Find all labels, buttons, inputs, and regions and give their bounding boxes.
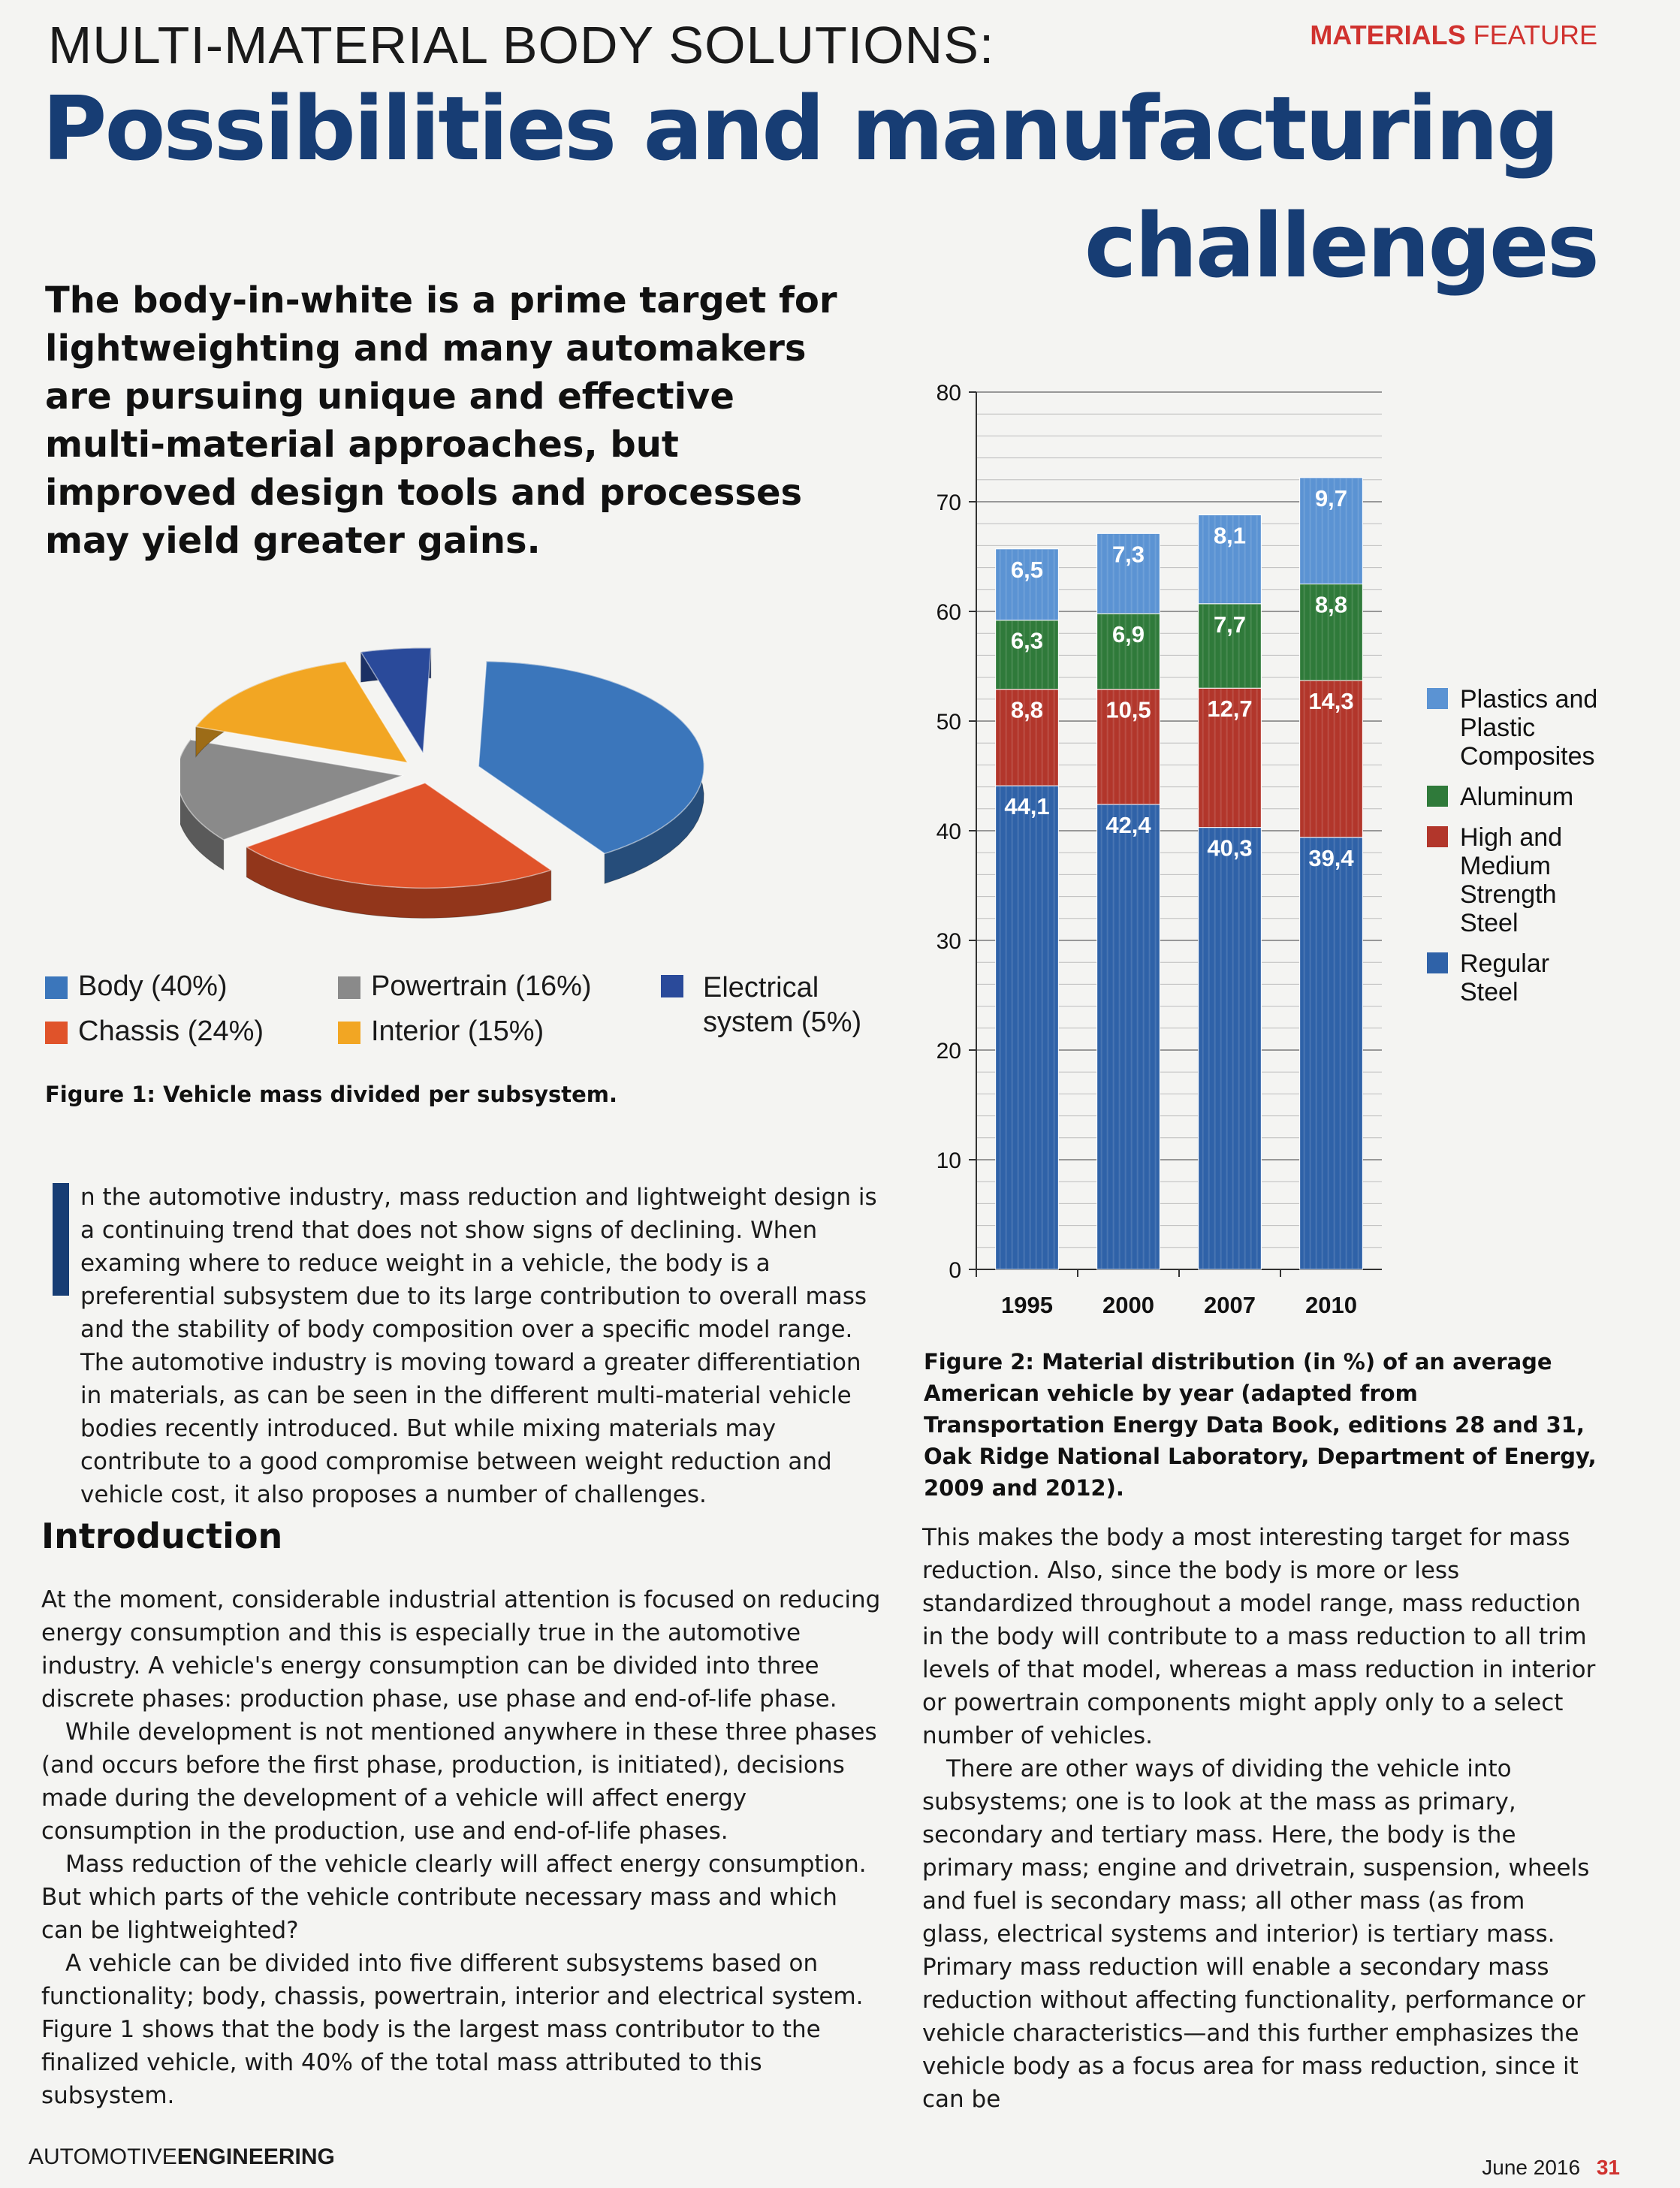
bar-data-label: 6,9 <box>1111 620 1145 647</box>
legend-swatch-aluminum <box>1427 786 1448 807</box>
introduction-body <box>41 1583 882 2112</box>
section-tag-light: FEATURE <box>1473 20 1597 50</box>
legend-swatch-electrical <box>661 975 683 997</box>
y-tick-label: 40 <box>936 819 961 844</box>
magazine-name <box>29 2144 335 2170</box>
y-tick-label: 60 <box>936 600 961 625</box>
y-tick-label: 70 <box>936 490 961 515</box>
y-tick-label: 50 <box>936 710 961 735</box>
right-column-body <box>922 1521 1598 2116</box>
pie-chart <box>180 646 706 931</box>
figure2-caption: Figure 2: Material distribution (in %) of an average American vehicle by year (adapted from Transportation Energy Data Book, editions 28 and 31, Oak Ridge National Laboratory, Department of Energy, 2009 and 2012). <box>924 1349 1597 1501</box>
legend-item-body: Body (40%) <box>45 970 228 1003</box>
legend-swatch-plastics <box>1427 688 1448 709</box>
bar-data-label: 44,1 <box>1004 793 1050 820</box>
bar-data-label: 6,5 <box>1010 556 1044 583</box>
introduction-heading: Introduction <box>41 1516 283 1556</box>
intro-p4: A vehicle can be divided into five different subsystems based on functionality; body, chassis, powertrain, interior and electrical system. Figure 1 shows that the body is the largest mass contributor to the finalized vehicle, with 40% of the total mass attributed to this subsystem. <box>41 1950 864 2109</box>
y-tick-label: 20 <box>936 1039 961 1064</box>
pie-slices <box>180 648 704 919</box>
kicker-line: MULTI-MATERIAL BODY SOLUTIONS: <box>48 16 995 74</box>
legend-swatch-chassis <box>45 1022 68 1044</box>
legend-swatch-regular <box>1427 952 1448 973</box>
y-tick-label: 10 <box>936 1148 961 1173</box>
right-p1: This makes the body a most interesting target for mass reduction. Also, since the body is more or less standardized throughout a model range, mass reduction in the body will contribute to a mass reduction to all trim levels of that model, whereas a mass reduction in interior or powertrain components might apply only to a select number of vehicles. <box>922 1524 1596 1749</box>
bar-legend <box>1427 685 1600 1006</box>
bar-data-label: 6,3 <box>1010 627 1044 654</box>
legend-item-plastics: Plastics and Plastic Composites <box>1427 685 1600 771</box>
bar-data-label: 8,8 <box>1314 591 1348 618</box>
bar-data-label: 9,7 <box>1314 484 1348 512</box>
x-tick-label: 2010 <box>1305 1292 1357 1318</box>
bar-data-label: 39,4 <box>1308 844 1354 871</box>
right-p2: There are other ways of dividing the vehicle into subsystems; one is to look at the mass as primary, secondary and tertiary mass. Here, the body is the primary mass; engine and drivetrain, suspension, wheels and fuel is secondary mass; all other mass (as from glass, electrical systems and interior) is tertiary mass. Primary mass reduction will enable a secondary mass reduction without affecting functionality, performance or vehicle characteristics—and this further emphasizes the vehicle body as a focus area for mass reduction, since it can be <box>922 1755 1590 2113</box>
page-title-line1: Possibilities and manufacturing <box>42 77 1558 180</box>
intro-paragraph: n the automotive industry, mass reduction and lightweight design is a continuing trend that does not show signs of declining. When examing where to reduce weight in a vehicle, the body is a preferential subsystem due to its large contribution to overall mass and the stability of body composition over a specific model range. The automotive industry is moving toward a greater differentiation in materials, as can be seen in the different multi-material vehicle bodies recently introduced. But while mixing materials may contribute to a good compromise between weight reduction and vehicle cost, it also proposes a number of challenges. <box>80 1184 877 1508</box>
legend-item-interior: Interior (15%) <box>338 1016 544 1048</box>
bar-data-label: 12,7 <box>1207 696 1253 723</box>
bar-data-label: 7,3 <box>1111 541 1145 568</box>
x-tick-label: 2007 <box>1204 1292 1256 1318</box>
legend-swatch-body <box>45 976 68 999</box>
bar-data-label: 7,7 <box>1213 611 1247 638</box>
page-number: 31 <box>1596 2156 1620 2179</box>
bar-marks <box>996 478 1363 1269</box>
legend-item-powertrain: Powertrain (16%) <box>338 970 592 1003</box>
bar-segment <box>1300 837 1363 1269</box>
y-tick-label: 30 <box>936 929 961 954</box>
intro-p1: At the moment, considerable industrial attention is focused on reducing energy consumption and this is especially true in the automotive industry. A vehicle's energy consumption can be divided into three discrete phases: production phase, use phase and end-of-life phase. <box>41 1586 881 1713</box>
legend-swatch-interior <box>338 1022 360 1044</box>
legend-item-aluminum: Aluminum <box>1427 783 1600 811</box>
bar-data-label: 40,3 <box>1207 834 1253 862</box>
bar-segment <box>1097 804 1160 1269</box>
figure1-caption: Figure 1: Vehicle mass divided per subsystem. <box>45 1082 618 1107</box>
x-tick-label: 2000 <box>1102 1292 1154 1318</box>
intro-p3: Mass reduction of the vehicle clearly will affect energy consumption. But which parts of the vehicle contribute necessary mass and which can be lightweighted? <box>41 1851 867 1944</box>
page-title-line2: challenges <box>1084 194 1597 297</box>
bar-segment <box>1199 828 1262 1269</box>
x-tick-label: 1995 <box>1001 1292 1053 1318</box>
bar-data-label: 42,4 <box>1105 811 1151 838</box>
y-tick-label: 80 <box>936 381 961 406</box>
magazine-name-bold: ENGINEERING <box>176 2144 335 2169</box>
section-tag <box>1310 20 1597 51</box>
legend-item-chassis: Chassis (24%) <box>45 1016 264 1048</box>
intro-p2: While development is not mentioned anywhere in these three phases (and occurs before the first phase, production, is initiated), decisions made during the development of a vehicle will affect energy consumption in the production, use and end-of-life phases. <box>41 1719 877 1845</box>
legend-item-electrical: Electrical system (5%) <box>661 970 886 1040</box>
legend-item-hmss: High and Medium Strength Steel <box>1427 823 1600 937</box>
bar-data-label: 8,1 <box>1213 522 1247 549</box>
y-tick-label: 0 <box>949 1258 961 1283</box>
legend-item-regular: Regular Steel <box>1427 949 1600 1006</box>
deck-text: The body-in-white is a prime target for lightweighting and many automakers are pursuing unique and effective multi-material approaches, but improved design tools and processes may yield greater gains. <box>45 279 837 562</box>
magazine-name-light: AUTOMOTIVE <box>29 2144 177 2169</box>
bar-segment <box>996 786 1059 1269</box>
legend-swatch-powertrain <box>338 976 360 999</box>
section-tag-bold: MATERIALS <box>1310 20 1466 50</box>
issue-date: June 2016 <box>1482 2156 1581 2179</box>
legend-swatch-hmss <box>1427 826 1448 847</box>
bar-data-label: 10,5 <box>1105 696 1151 723</box>
bar-data-label: 8,8 <box>1010 696 1044 723</box>
bar-data-label: 14,3 <box>1308 687 1354 714</box>
page-footer <box>1482 2156 1620 2180</box>
